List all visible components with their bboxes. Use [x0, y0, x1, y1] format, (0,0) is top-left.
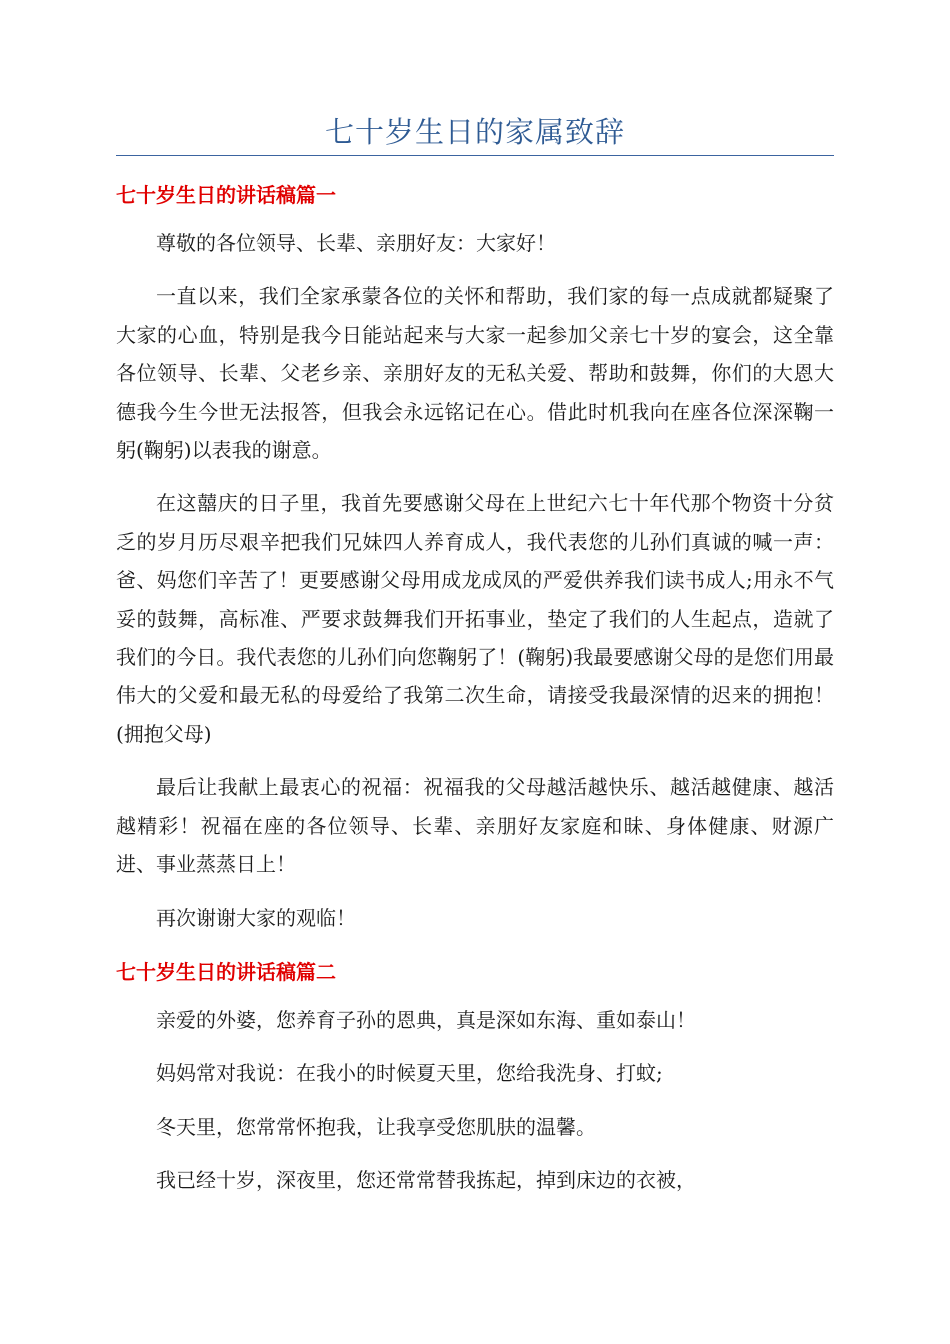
document-title: 七十岁生日的家属致辞	[324, 115, 625, 149]
paragraph: 最后让我献上最衷心的祝福：祝福我的父母越活越快乐、越活越健康、越活越精彩！祝福在座的各位领导、长辈、亲朋好友家庭和昧、身体健康、财源广进、事业蒸蒸日上！	[116, 775, 834, 877]
section-heading-2: 七十岁生日的讲话稿篇二	[116, 959, 336, 984]
paragraph: 一直以来，我们全家承蒙各位的关怀和帮助，我们家的每一点成就都疑聚了大家的心血，特别是我今日能站起来与大家一起参加父亲七十岁的宴会，这全靠各位领导、长辈、父老乡亲、亲朋好友的无私关爱、帮助和鼓舞，你们的大恩大德我今生今世无法报答，但我会永远铭记在心。借此时机我向在座各位深深鞠一躬(鞠躬)以表我的谢意。	[116, 284, 834, 463]
paragraph: 我已经十岁，深夜里，您还常常替我拣起，掉到床边的衣被，	[156, 1168, 696, 1193]
paragraph: 妈妈常对我说：在我小的时候夏天里，您给我洗身、打蚊;	[156, 1061, 663, 1086]
paragraph: 再次谢谢大家的观临！	[156, 905, 356, 930]
section-heading-1: 七十岁生日的讲话稿篇一	[116, 183, 336, 207]
title-underline	[116, 155, 834, 156]
paragraph: 在这囍庆的日子里，我首先要感谢父母在上世纪六七十年代那个物资十分贫乏的岁月历尽艰辛把我们兄妹四人养育成人，我代表您的儿孙们真诚的喊一声：爸、妈您们辛苦了！更要感谢父母用成龙成凤的严爱供养我们读书成人;用永不气妥的鼓舞，高标准、严要求鼓舞我们开拓事业，垫定了我们的人生起点，造就了我们的今日。我代表您的儿孙们向您鞠躬了！(鞠躬)我最要感谢父母的是您们用最伟大的父爱和最无私的母爱给了我第二次生命，请接受我最深情的迟来的拥抱！(拥抱父母)	[116, 491, 834, 746]
paragraph: 尊敬的各位领导、长辈、亲朋好友：大家好！	[156, 231, 556, 255]
document-page	[116, 112, 834, 1200]
paragraph: 冬天里，您常常怀抱我，让我享受您肌肤的温馨。	[156, 1114, 596, 1139]
paragraph: 亲爱的外婆，您养育子孙的恩典，真是深如东海、重如泰山！	[156, 1007, 696, 1032]
